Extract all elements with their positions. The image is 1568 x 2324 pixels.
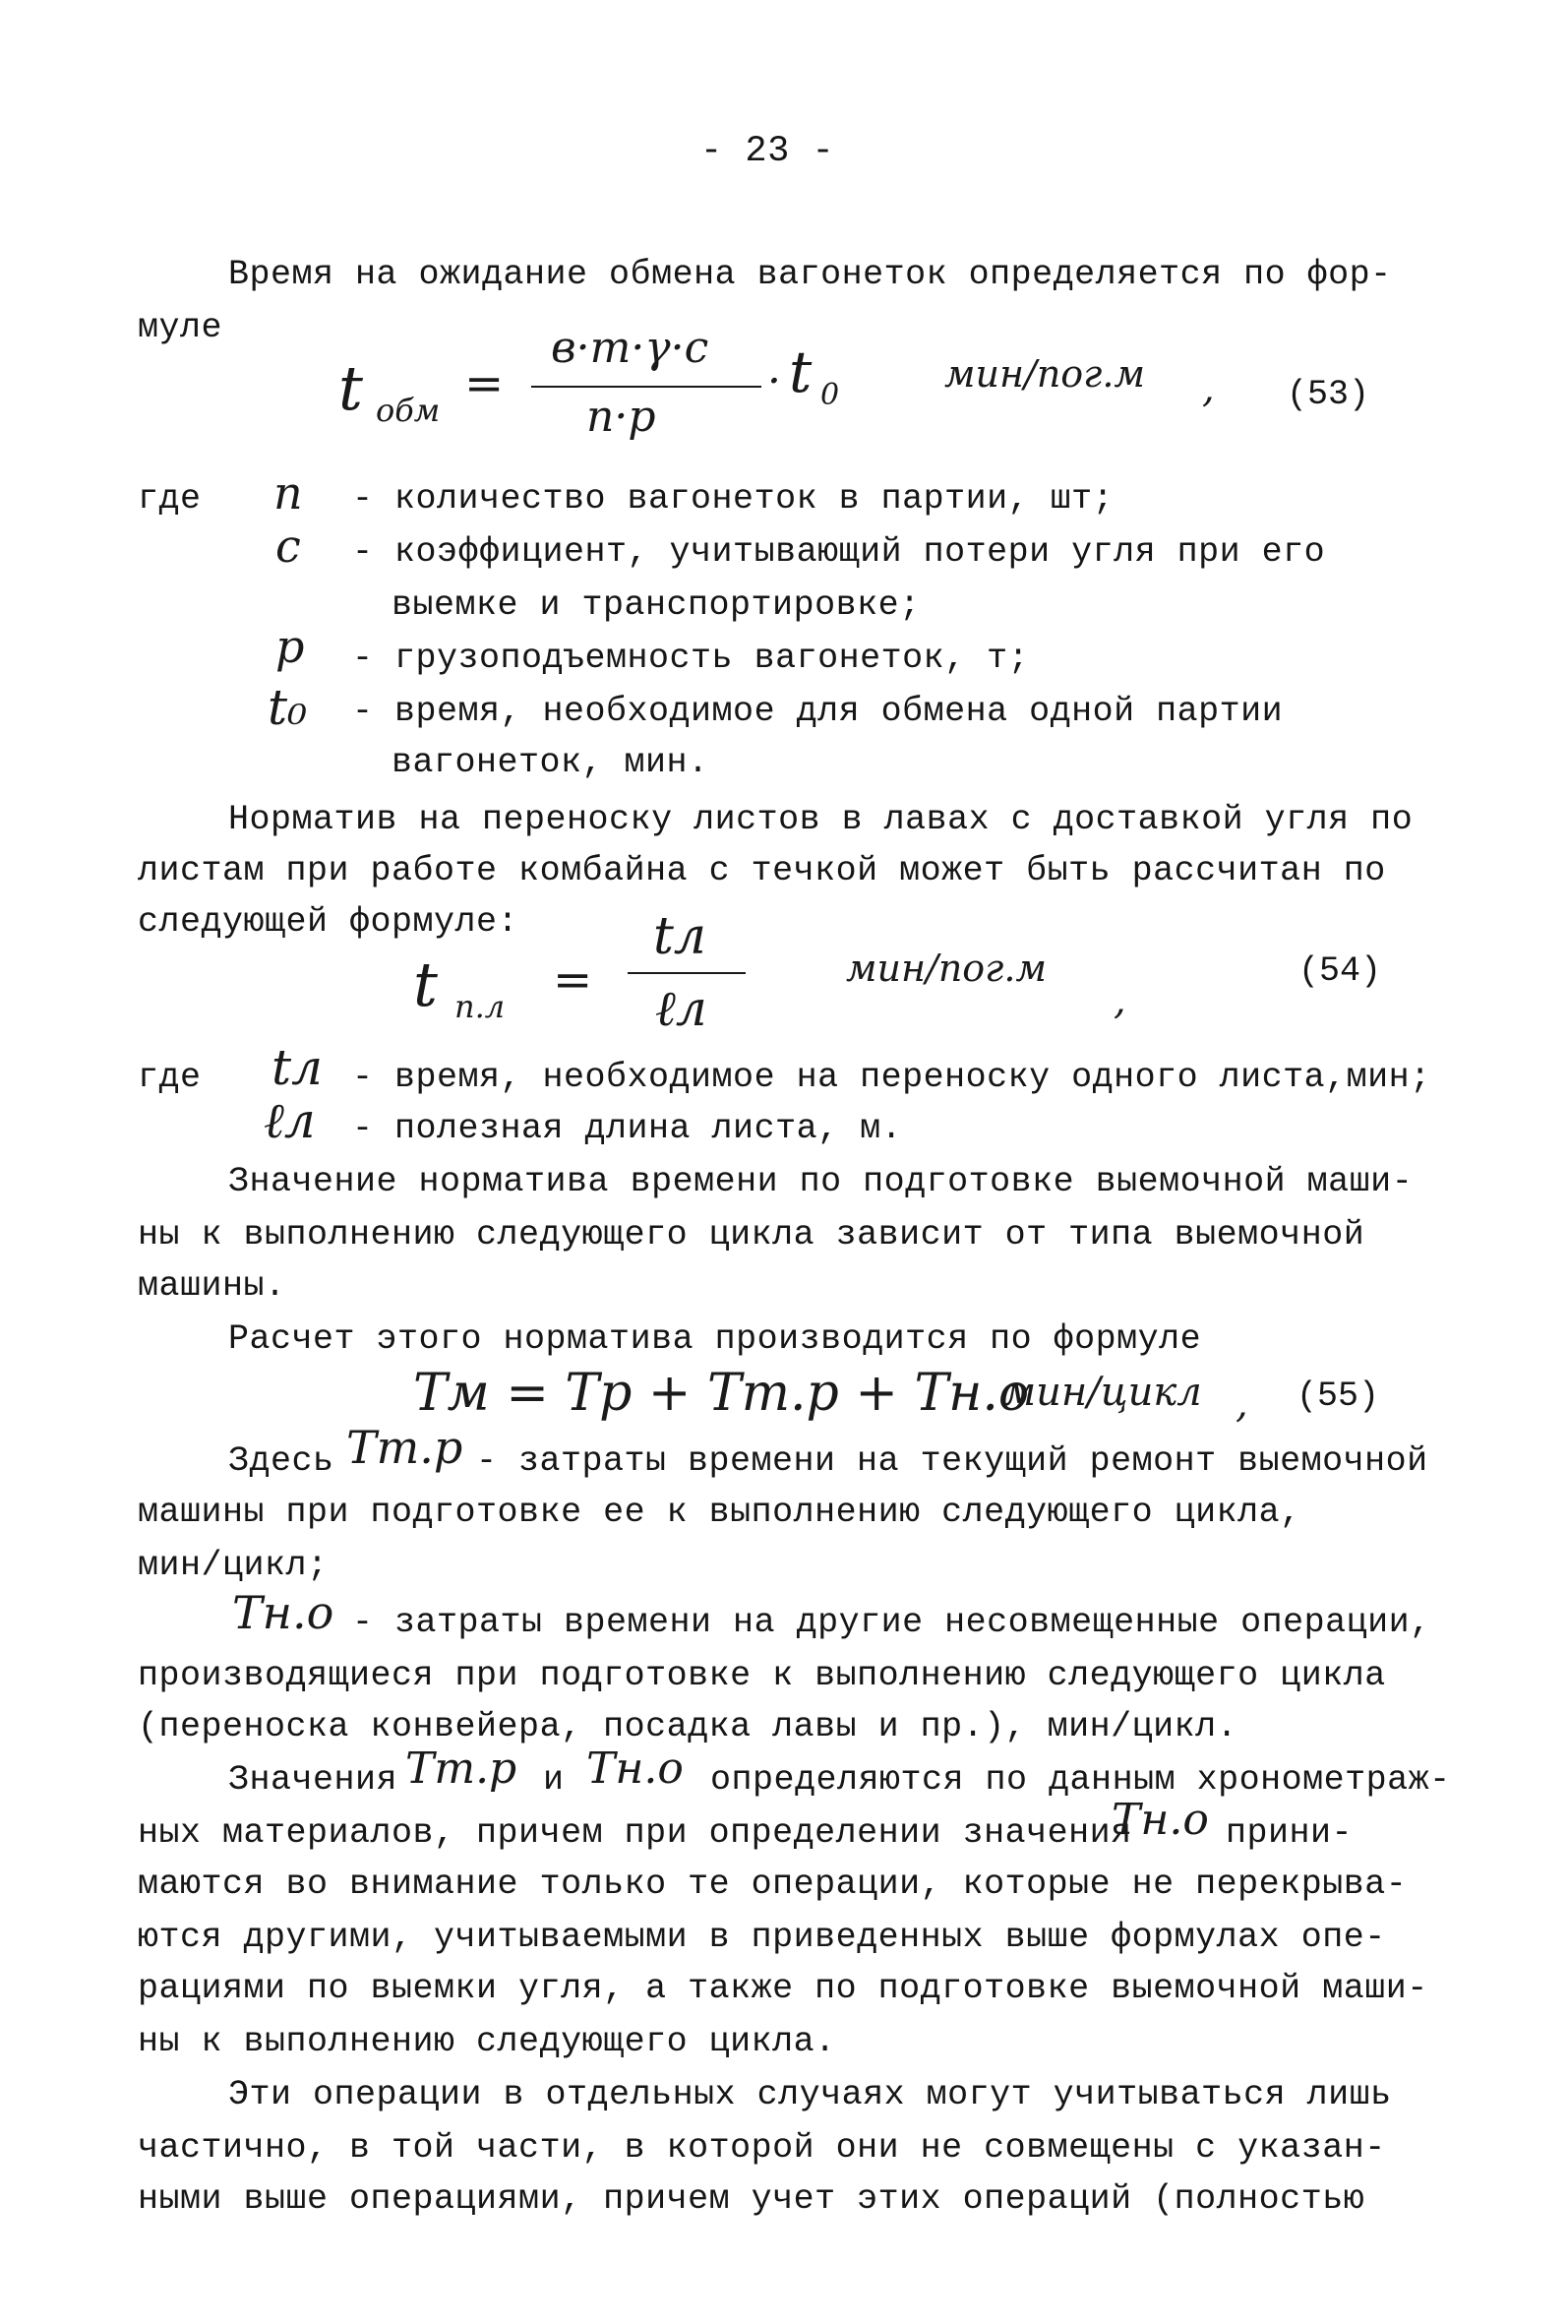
eq55-comma: ,	[1236, 1381, 1248, 1427]
p2-line1: Норматив на переноску листов в лавах с доставкой угля по	[228, 800, 1414, 839]
p2-line2: листам при работе комбайна с течкой может быть рассчитан по	[138, 851, 1386, 890]
where1-item-c-line2: выемке и транспортировке;	[392, 585, 921, 625]
eq54-comma: ,	[1114, 978, 1126, 1023]
p7-w3: определяются по данным хронометраж-	[710, 1760, 1451, 1800]
eq53-fraction-bar	[531, 386, 761, 388]
p1-line2: муле	[138, 308, 223, 347]
p8-line1: Эти операции в отдельных случаях могут учитываться лишь	[228, 2075, 1392, 2114]
p5-line2: машины при подготовке ее к выполнению следующего цикла,	[138, 1493, 1301, 1532]
where2-item-tl: - время, необходимое на переноску одного листа,мин;	[352, 1058, 1431, 1097]
p5-symbol-tmp: Tm.р	[346, 1421, 463, 1474]
eq55-formula: Tм = Tр + Tm.р + Tн.о	[413, 1364, 1030, 1423]
eq53-times: ·	[767, 356, 781, 406]
where1-symbol-p: p	[275, 620, 305, 673]
eq53-comma: ,	[1202, 366, 1215, 411]
eq54-denominator: ℓл	[655, 980, 707, 1037]
where1-item-p: - грузоподъемность вагонеток, т;	[352, 639, 1030, 678]
p7-line2a: ных материалов, причем при определении значения	[138, 1813, 1132, 1853]
where2-symbol-ll: ℓл	[264, 1092, 316, 1149]
eq54-unit: мин/пог.м	[846, 947, 1047, 990]
p6-symbol-tno: Tн.о	[232, 1586, 334, 1639]
eq54-lhs: t	[413, 948, 438, 1020]
eq53-lhs: t	[338, 352, 363, 424]
p5-line1-rest: - затраты времени на текущий ремонт выемочной	[476, 1441, 1428, 1481]
eq55-unit: мин/цикл	[1003, 1370, 1202, 1415]
where1-symbol-n: n	[273, 466, 303, 520]
where2-gde: где	[138, 1058, 202, 1097]
p7-s2: Tн.о	[586, 1743, 684, 1794]
p7-s3: Tн.о	[1112, 1795, 1209, 1845]
page-number: - 23 -	[700, 131, 835, 172]
p1-line1: Время на ожидание обмена вагонеток определяется по фор-	[228, 255, 1392, 294]
p7-line6: ны к выполнению следующего цикла.	[138, 2022, 836, 2061]
where1-item-c-line1: - коэффициент, учитывающий потери угля при его	[352, 532, 1326, 572]
p7-w1: Значения	[228, 1760, 398, 1800]
p2-line3: следующей формуле:	[138, 902, 519, 942]
p6-line3: (переноска конвейера, посадка лавы и пр.), мин/цикл.	[138, 1707, 1238, 1746]
p5-line3: мин/цикл;	[138, 1546, 329, 1585]
where2-symbol-tl: tл	[271, 1039, 323, 1096]
eq54-number: (54)	[1298, 951, 1382, 991]
eq54-equals: =	[553, 952, 593, 1008]
eq54-numerator: tл	[653, 907, 707, 966]
p7-line3: маются во внимание только те операции, которые не перекрыва-	[138, 1865, 1408, 1904]
where1-item-n: - количество вагонеток в партии, шт;	[352, 479, 1115, 519]
p6-line1-rest: - затраты времени на другие несовмещенные операции,	[352, 1603, 1431, 1642]
p7-line5: рациями по выемки угля, а также по подготовке выемочной маши-	[138, 1969, 1428, 2008]
where1-item-t0-line2: вагонеток, мин.	[392, 743, 709, 782]
p8-line2: частично, в той части, в которой они не совмещены с указан-	[138, 2128, 1386, 2168]
p3-line1: Значение норматива времени по подготовке выемочной маши-	[228, 1162, 1414, 1201]
where2-item-ll: - полезная длина листа, м.	[352, 1109, 903, 1148]
eq53-t0-sub: 0	[820, 378, 840, 412]
p8-line3: ными выше операциями, причем учет этих операций (полностью	[138, 2179, 1365, 2219]
eq53-numerator: в·m·γ·c	[551, 323, 709, 373]
where1-symbol-c: c	[275, 520, 301, 573]
where1-symbol-t0: t₀	[268, 679, 308, 736]
eq55-number: (55)	[1297, 1376, 1380, 1416]
p4-line1: Расчет этого норматива производится по формуле	[228, 1319, 1202, 1359]
eq53-number: (53)	[1287, 375, 1370, 414]
eq53-lhs-sub: обм	[376, 392, 441, 429]
eq54-fraction-bar	[628, 972, 746, 974]
p7-line2b: прини-	[1226, 1813, 1354, 1853]
where1-item-t0-line1: - время, необходимое для обмена одной партии	[352, 692, 1284, 731]
p3-line2: ны к выполнению следующего цикла зависит от типа выемочной	[138, 1215, 1365, 1254]
eq53-unit: мин/пог.м	[944, 352, 1145, 396]
p6-line2: производящиеся при подготовке к выполнению следующего цикла	[138, 1656, 1386, 1695]
eq53-equals: =	[464, 356, 505, 411]
p5-zdes: Здесь	[228, 1441, 334, 1481]
eq53-denominator: n·p	[586, 392, 656, 442]
p7-line4: ются другими, учитываемыми в приведенных выше формулах опе-	[138, 1918, 1386, 1957]
p3-line3: машины.	[138, 1266, 286, 1306]
p7-s1: Tm.р	[405, 1743, 517, 1794]
eq53-t0: t	[789, 338, 813, 405]
eq54-lhs-sub: п.л	[454, 988, 506, 1025]
p7-w2: и	[543, 1760, 565, 1800]
where1-gde: где	[138, 479, 202, 519]
